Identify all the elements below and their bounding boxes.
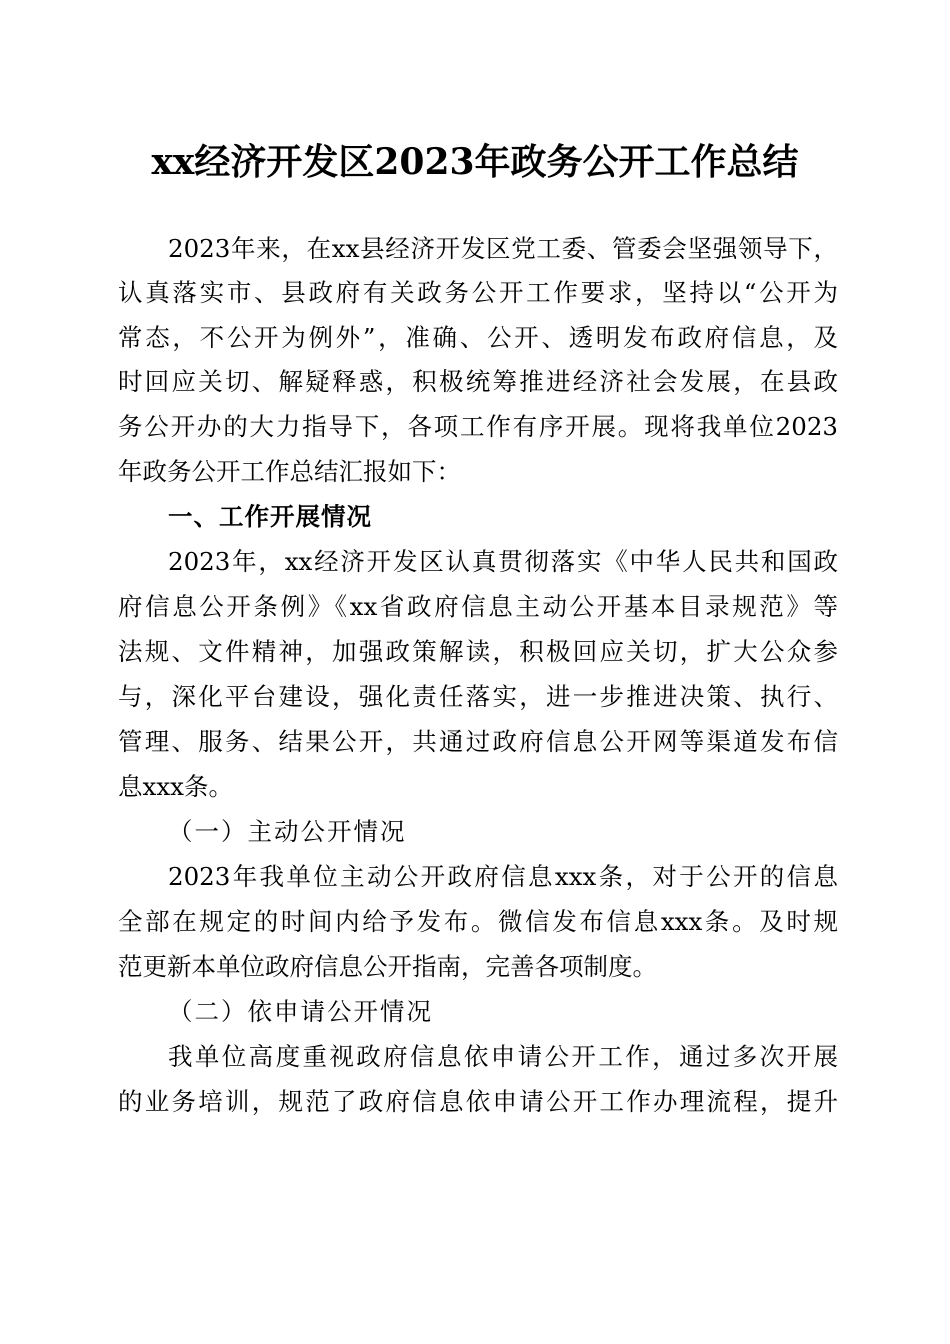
paragraph-line: 法规、文件精神，加强政策解读，积极回应关切，扩大公众参: [118, 637, 838, 666]
paragraph-line: 与，深化平台建设，强化责任落实，进一步推进决策、执行、: [118, 682, 838, 711]
paragraph-line: 府信息公开条例》《xx省政府信息主动公开基本目录规范》等: [118, 592, 838, 621]
paragraph-line: 时回应关切、解疑释惑，积极统筹推进经济社会发展，在县政: [118, 367, 838, 396]
paragraph-line: 2023年，xx经济开发区认真贯彻落实《中华人民共和国政: [168, 547, 838, 576]
paragraph-line: 的业务培训，规范了政府信息依申请公开工作办理流程，提升: [118, 1087, 838, 1116]
paragraph-line: 2023年我单位主动公开政府信息xxx条，对于公开的信息: [168, 862, 838, 891]
paragraph-line: 认真落实市、县政府有关政务公开工作要求，坚持以“公开为: [118, 278, 838, 307]
subsection-heading: （一）主动公开情况: [168, 817, 407, 846]
paragraph-line: 务公开办的大力指导下，各项工作有序开展。现将我单位2023: [118, 412, 838, 441]
subsection-heading: （二）依申请公开情况: [168, 997, 433, 1026]
paragraph-line: 常态，不公开为例外”，准确、公开、透明发布政府信息，及: [118, 323, 838, 352]
paragraph-line: 息xxx条。: [118, 772, 233, 801]
paragraph-line: 我单位高度重视政府信息依申请公开工作，通过多次开展: [168, 1042, 838, 1071]
document-title: xx经济开发区2023年政务公开工作总结: [151, 141, 799, 183]
paragraph-line: 管理、服务、结果公开，共通过政府信息公开网等渠道发布信: [118, 727, 838, 756]
paragraph-line: 年政务公开工作总结汇报如下：: [118, 457, 461, 486]
paragraph-line: 全部在规定的时间内给予发布。微信发布信息xxx条。及时规: [118, 907, 838, 936]
section-heading: 一、工作开展情况: [168, 502, 372, 531]
paragraph-line: 范更新本单位政府信息公开指南，完善各项制度。: [118, 952, 657, 981]
paragraph-line: 2023年来，在xx县经济开发区党工委、管委会坚强领导下，: [168, 234, 838, 263]
